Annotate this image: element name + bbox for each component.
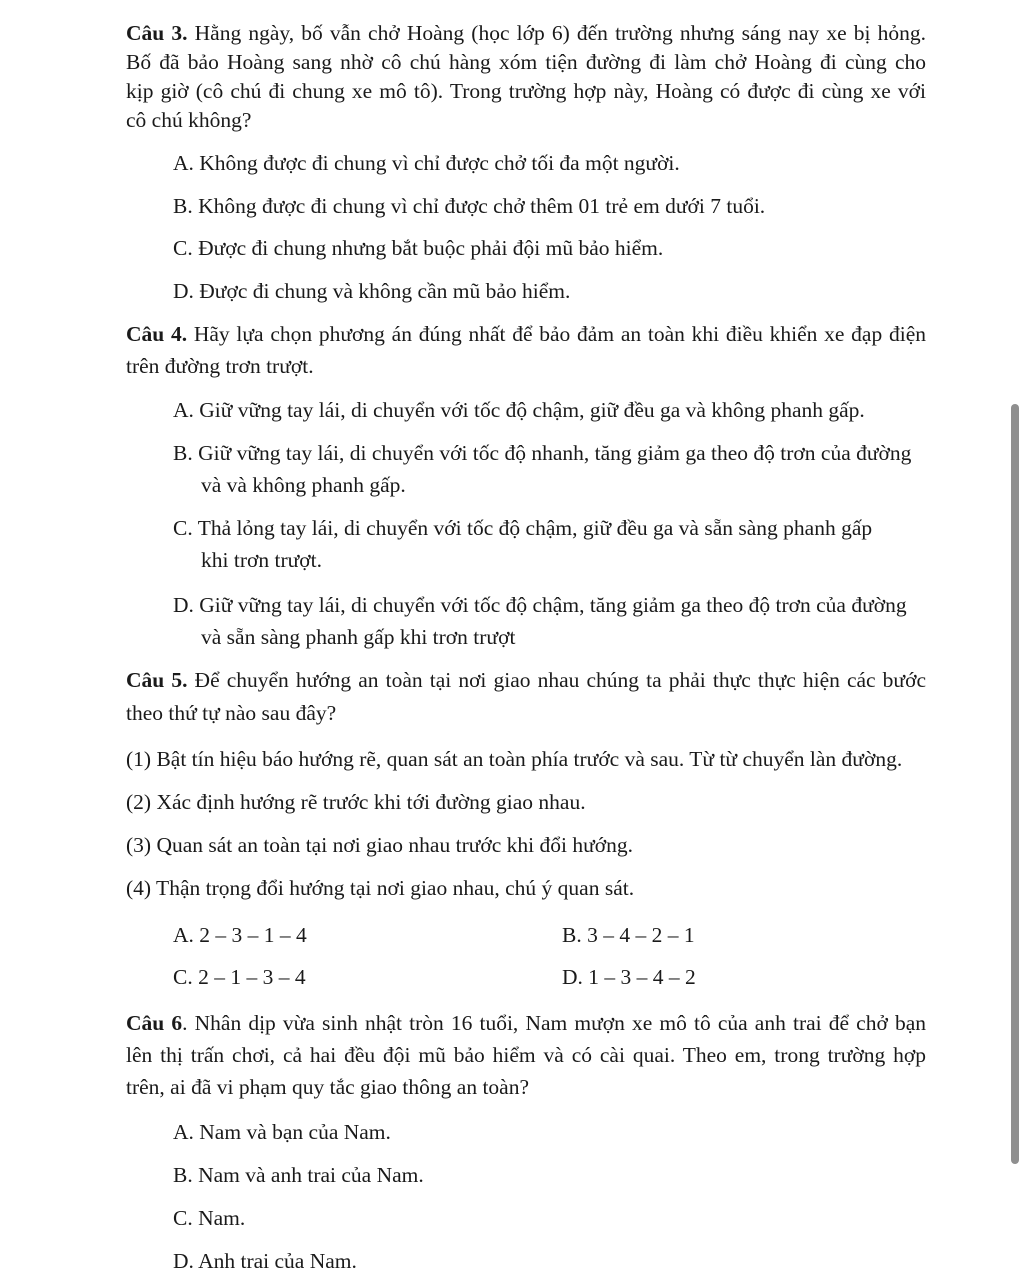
question-3-line-4: cô chú không? <box>126 108 252 132</box>
question-5-step-3: (3) Quan sát an toàn tại nơi giao nhau trước khi đổi hướng. <box>126 833 634 857</box>
question-5-option-b: B. 3 – 4 – 2 – 1 <box>562 923 695 947</box>
question-5-step-4: (4) Thận trọng đổi hướng tại nơi giao nhau, chú ý quan sát. <box>126 876 635 900</box>
question-3-option-c: C. Được đi chung nhưng bắt buộc phải đội mũ bảo hiểm. <box>173 236 664 260</box>
question-5-line-1: Câu 5. Để chuyển hướng an toàn tại nơi giao nhau chúng ta phải thực thực hiện các bước <box>126 668 927 692</box>
question-4-option-b-cont: và và không phanh gấp. <box>201 473 406 497</box>
question-4-line-2: trên đường trơn trượt. <box>126 354 314 378</box>
question-4-option-c-cont: khi trơn trượt. <box>201 548 322 572</box>
question-4-option-c: C. Thả lỏng tay lái, di chuyển với tốc độ chậm, giữ đều ga và sẵn sàng phanh gấp <box>173 516 873 540</box>
question-6-option-c: C. Nam. <box>173 1206 246 1230</box>
question-6-label: Câu 6 <box>126 1011 183 1035</box>
question-6-line-3: trên, ai đã vi phạm quy tắc giao thông an toàn? <box>126 1075 529 1099</box>
question-3-option-b: B. Không được đi chung vì chỉ được chở thêm 01 trẻ em dưới 7 tuổi. <box>173 194 766 218</box>
vertical-scrollbar[interactable] <box>1011 404 1019 1164</box>
question-4-option-d: D. Giữ vững tay lái, di chuyển với tốc độ chậm, tăng giảm ga theo độ trơn của đường <box>173 593 907 617</box>
question-5-option-d: D. 1 – 3 – 4 – 2 <box>562 965 696 989</box>
question-3-option-d: D. Được đi chung và không cần mũ bảo hiểm. <box>173 279 571 303</box>
question-3-label: Câu 3. <box>126 21 188 45</box>
question-3-option-a: A. Không được đi chung vì chỉ được chở tối đa một người. <box>173 151 680 175</box>
question-3-line-2: Bố đã bảo Hoàng sang nhờ cô chú hàng xóm tiện đường đi làm chở Hoàng đi cùng cho <box>126 50 926 74</box>
question-4-option-a: A. Giữ vững tay lái, di chuyển với tốc độ chậm, giữ đều ga và không phanh gấp. <box>173 398 865 422</box>
question-4-label: Câu 4. <box>126 322 188 346</box>
question-6-option-b: B. Nam và anh trai của Nam. <box>173 1163 424 1187</box>
question-6-line-1: Câu 6. Nhân dịp vừa sinh nhật tròn 16 tuổi, Nam mượn xe mô tô của anh trai để chở bạn <box>126 1011 927 1035</box>
question-3-line-3: kịp giờ (cô chú đi chung xe mô tô). Trong trường hợp này, Hoàng có được đi cùng xe với <box>126 79 926 103</box>
question-4-line-1: Câu 4. Hãy lựa chọn phương án đúng nhất để bảo đảm an toàn khi điều khiển xe đạp điện <box>126 322 926 346</box>
question-5-line-2: theo thứ tự nào sau đây? <box>126 701 337 725</box>
question-4-option-b: B. Giữ vững tay lái, di chuyển với tốc độ nhanh, tăng giảm ga theo độ trơn của đường <box>173 441 912 465</box>
question-5-option-a: A. 2 – 3 – 1 – 4 <box>173 923 307 947</box>
question-5-step-2: (2) Xác định hướng rẽ trước khi tới đường giao nhau. <box>126 790 586 814</box>
question-5-step-1: (1) Bật tín hiệu báo hướng rẽ, quan sát an toàn phía trước và sau. Từ từ chuyển làn đường. <box>126 747 903 771</box>
question-6-option-d: D. Anh trai của Nam. <box>173 1249 357 1273</box>
question-5-label: Câu 5. <box>126 668 188 692</box>
question-6-option-a: A. Nam và bạn của Nam. <box>173 1120 391 1144</box>
question-3-line-1: Câu 3. Hằng ngày, bố vẫn chở Hoàng (học lớp 6) đến trường nhưng sáng nay xe bị hỏng. <box>126 21 927 45</box>
question-4-option-d-cont: và sẵn sàng phanh gấp khi trơn trượt <box>201 625 516 649</box>
question-6-line-2: lên thị trấn chơi, cả hai đều đội mũ bảo hiểm và có cài quai. Theo em, trong trường hợp <box>126 1043 926 1067</box>
question-5-option-c: C. 2 – 1 – 3 – 4 <box>173 965 306 989</box>
